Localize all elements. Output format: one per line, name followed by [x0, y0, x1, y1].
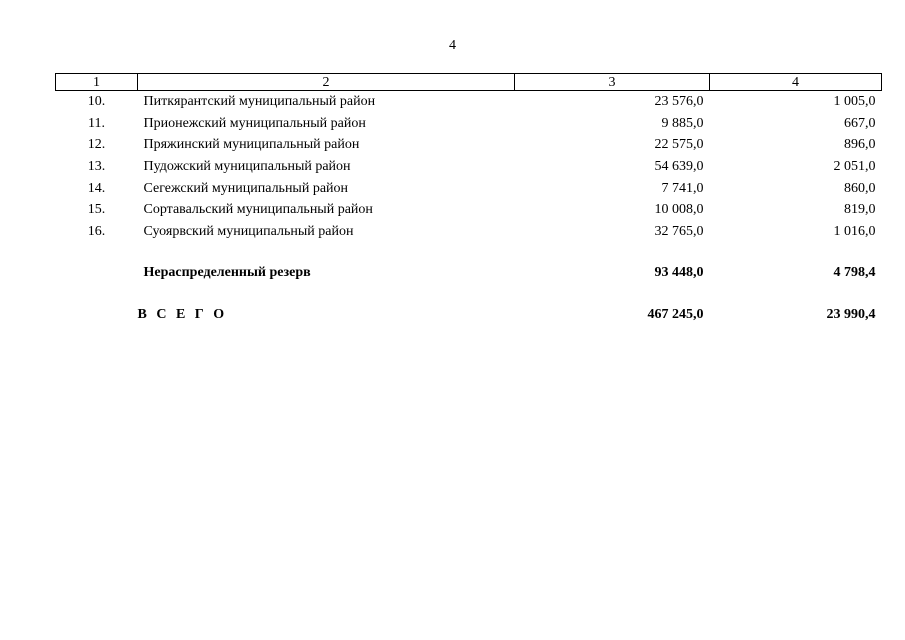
page-number: 4	[449, 38, 456, 53]
reserve-col-3: 93 448,0	[654, 265, 704, 281]
header-col-3: 3	[515, 74, 710, 91]
reserve-label: Нераспределенный резерв	[143, 265, 311, 281]
spacer-row	[56, 284, 882, 304]
row-number: 14.	[87, 180, 106, 196]
district-name: Сортавальский муниципальный район	[143, 202, 373, 218]
row-number: 12.	[87, 137, 106, 153]
reserve-row	[56, 262, 882, 284]
header-col-1: 1	[56, 74, 138, 91]
header-col-2: 2	[138, 74, 515, 91]
district-name: Прионежский муниципальный район	[143, 115, 366, 131]
value-col-3: 54 639,0	[654, 159, 704, 175]
value-col-3: 7 741,0	[661, 180, 704, 196]
value-col-4: 860,0	[844, 180, 876, 196]
value-col-4: 819,0	[844, 202, 876, 218]
row-number: 13.	[87, 159, 106, 175]
row-number: 11.	[88, 115, 105, 131]
district-name: Сегежский муниципальный район	[143, 180, 349, 196]
total-col-4: 23 990,4	[826, 307, 876, 323]
value-col-4: 667,0	[844, 115, 876, 131]
header-col-4: 4	[710, 74, 882, 91]
value-col-3: 23 576,0	[654, 94, 704, 110]
table-row	[56, 134, 882, 156]
table-row	[56, 177, 882, 199]
value-col-3: 9 885,0	[661, 115, 704, 131]
value-col-3: 32 765,0	[654, 223, 704, 239]
header-row	[56, 74, 882, 91]
value-col-4: 2 051,0	[833, 159, 876, 175]
spacer-row	[56, 242, 882, 262]
value-col-4: 896,0	[844, 137, 876, 153]
row-number: 16.	[87, 223, 106, 239]
allocation-table	[55, 73, 882, 325]
value-col-4: 1 016,0	[833, 223, 876, 239]
table-row	[56, 156, 882, 178]
total-label: В С Е Г О	[137, 307, 228, 323]
table-row	[56, 199, 882, 221]
district-name: Пудожский муниципальный район	[143, 159, 351, 175]
table-row	[56, 221, 882, 243]
district-name: Пряжинский муниципальный район	[143, 137, 360, 153]
row-number: 10.	[87, 94, 106, 110]
table-row	[56, 113, 882, 135]
table-row	[56, 91, 882, 113]
value-col-3: 10 008,0	[654, 202, 704, 218]
district-name: Суоярвский муниципальный район	[143, 223, 354, 239]
district-name: Питкярантский муниципальный район	[143, 94, 376, 110]
row-number: 15.	[87, 202, 106, 218]
value-col-4: 1 005,0	[833, 94, 876, 110]
total-col-3: 467 245,0	[647, 307, 704, 323]
reserve-col-4: 4 798,4	[833, 265, 876, 281]
total-row	[56, 304, 882, 326]
value-col-3: 22 575,0	[654, 137, 704, 153]
